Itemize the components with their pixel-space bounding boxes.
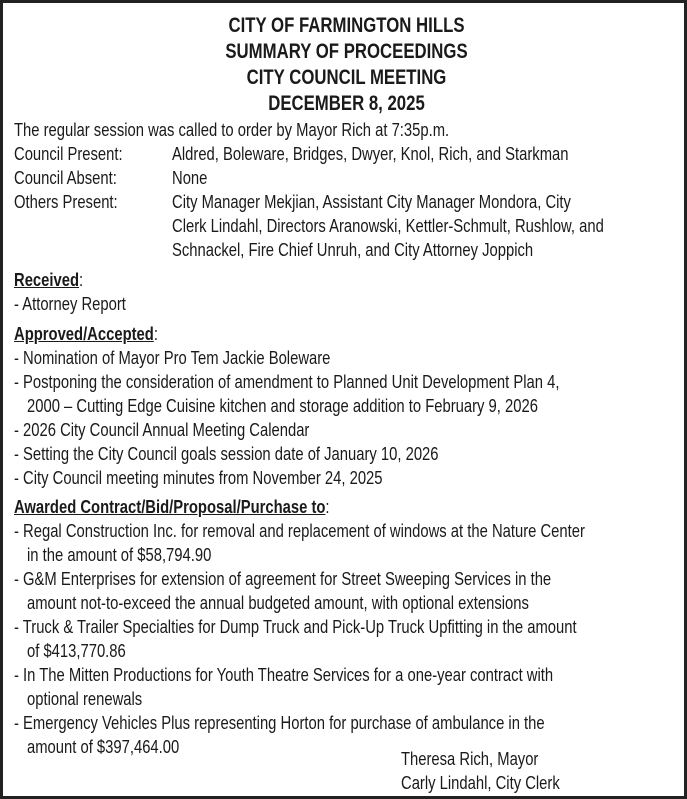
awarded-heading-text: Awarded Contract/Bid/Proposal/Purchase to: [14, 496, 326, 517]
call-to-order-text: The regular session was called to order by Mayor Rich at 7:35p.m.: [14, 119, 450, 140]
awarded-item-continuation: of $413,770.86: [27, 640, 126, 661]
awarded-item-continuation: in the amount of $58,794.90: [27, 544, 212, 565]
approved-heading-colon: :: [153, 323, 158, 344]
header-meeting: CITY COUNCIL MEETING: [246, 65, 447, 89]
others-present-line: City Manager Mekjian, Assistant City Manager Mondora, City: [172, 191, 571, 212]
awarded-heading-colon: :: [325, 496, 330, 517]
awarded-item-continuation: amount not-to-exceed the annual budgeted amount, with optional extensions: [27, 592, 529, 613]
council-absent-value: None: [172, 167, 208, 188]
approved-item: - City Council meeting minutes from November 24, 2025: [14, 467, 383, 488]
awarded-item: - In The Mitten Productions for Youth Theatre Services for a one-year contract with: [14, 664, 554, 685]
approved-item-continuation: 2000 – Cutting Edge Cuisine kitchen and storage addition to February 9, 2026: [27, 395, 538, 416]
awarded-heading: [14, 496, 330, 518]
approved-item: - Nomination of Mayor Pro Tem Jackie Boleware: [14, 347, 331, 368]
received-heading-text: Received: [14, 269, 79, 290]
awarded-item-continuation: optional renewals: [27, 688, 143, 709]
council-present-value: Aldred, Boleware, Bridges, Dwyer, Knol, Rich, and Starkman: [172, 143, 569, 164]
received-item: - Attorney Report: [14, 293, 126, 314]
approved-item: - Setting the City Council goals session date of January 10, 2026: [14, 443, 439, 464]
approved-heading-text: Approved/Accepted: [14, 323, 154, 344]
approved-heading: [14, 323, 158, 345]
header-summary: SUMMARY OF PROCEEDINGS: [225, 39, 468, 63]
received-heading: [14, 269, 83, 291]
others-present-line: Schnackel, Fire Chief Unruh, and City Attorney Joppich: [172, 239, 534, 260]
received-heading-colon: :: [79, 269, 84, 290]
others-present-line: Clerk Lindahl, Directors Aranowski, Kettler-Schmult, Rushlow, and: [172, 215, 604, 236]
header-city-name: CITY OF FARMINGTON HILLS: [228, 13, 465, 37]
header-date: DECEMBER 8, 2025: [268, 91, 425, 115]
signature-clerk: Carly Lindahl, City Clerk: [401, 772, 560, 793]
awarded-item: - G&M Enterprises for extension of agreement for Street Sweeping Services in the: [14, 568, 552, 589]
others-present-label: Others Present:: [14, 191, 118, 212]
council-absent-label: Council Absent:: [14, 167, 117, 188]
council-present-label: Council Present:: [14, 143, 123, 164]
awarded-item: - Emergency Vehicles Plus representing Horton for purchase of ambulance in the: [14, 712, 545, 733]
awarded-item: - Truck & Trailer Specialties for Dump Truck and Pick-Up Truck Upfitting in the amount: [14, 616, 577, 637]
awarded-item: - Regal Construction Inc. for removal and replacement of windows at the Nature Center: [14, 520, 585, 541]
awarded-item-continuation: amount of $397,464.00: [27, 736, 180, 757]
signature-mayor: Theresa Rich, Mayor: [401, 748, 539, 769]
approved-item: - 2026 City Council Annual Meeting Calendar: [14, 419, 310, 440]
approved-item: - Postponing the consideration of amendment to Planned Unit Development Plan 4,: [14, 371, 560, 392]
